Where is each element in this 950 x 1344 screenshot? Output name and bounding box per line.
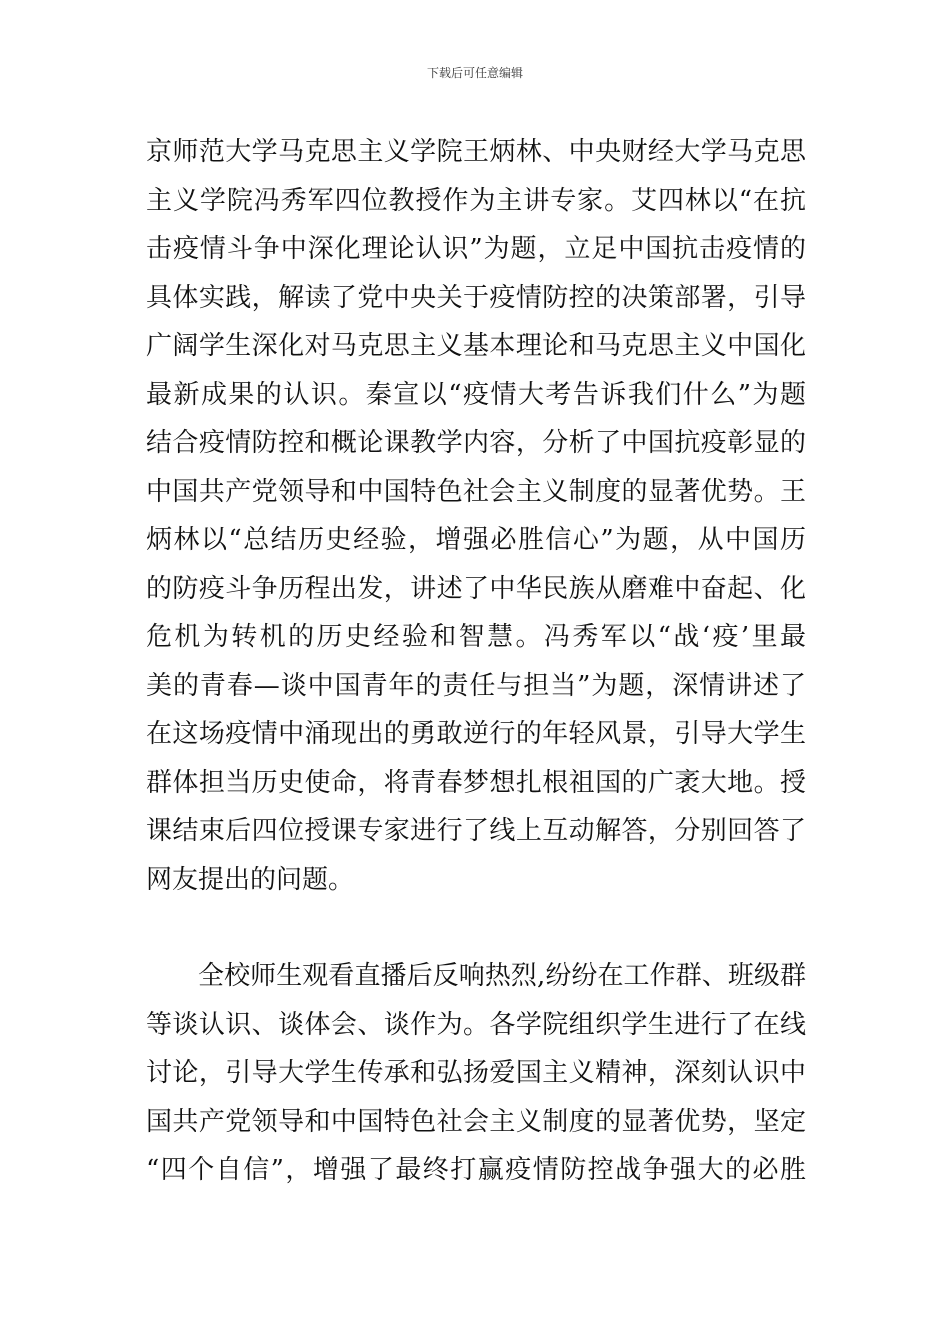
paragraph-2 (146, 952, 806, 1195)
paragraph-1 (146, 128, 806, 904)
paragraph-line: 中国共产党领导和中国特色社会主义制度的显著优势。王 (146, 476, 806, 507)
paragraph-line: 击疫情斗争中深化理论认识”为题，立足中国抗击疫情的 (146, 234, 806, 264)
paragraph-line: 美的青春—谈中国青年的责任与担当”为题，深情讲述了 (146, 670, 806, 701)
paragraph-line: 群体担当历史使命，将青春梦想扎根祖国的广袤大地。授 (146, 767, 806, 798)
paragraph-line: 主义学院冯秀军四位教授作为主讲专家。艾四林以“在抗 (146, 185, 806, 216)
paragraph-line: 讨论，引导大学生传承和弘扬爱国主义精神，深刻认识中 (146, 1058, 806, 1088)
paragraph-line: 全校师生观看直播后反响热烈,纷纷在工作群、班级群 (198, 961, 806, 991)
paragraph-line: 具体实践，解读了党中央关于疫情防控的决策部署，引导 (146, 282, 806, 313)
paragraph-line: 等谈认识、谈体会、谈作为。各学院组织学生进行了在线 (146, 1009, 806, 1040)
paragraph-line: 危机为转机的历史经验和智慧。冯秀军以“战‘疫’里最 (146, 622, 806, 652)
paragraph-line: 炳林以“总结历史经验，增强必胜信心”为题，从中国历 (146, 525, 806, 555)
paragraph-line: 网友提出的问题。 (146, 864, 355, 895)
paragraph-line: 最新成果的认识。秦宣以“疫情大考告诉我们什么”为题 (146, 379, 806, 410)
paragraph-line: 国共产党领导和中国特色社会主义制度的显著优势，坚定 (146, 1106, 806, 1137)
paragraph-line: 课结束后四位授课专家进行了线上互动解答，分别回答了 (146, 816, 806, 846)
paragraph-line: 京师范大学马克思主义学院王炳林、中央财经大学马克思 (146, 137, 806, 167)
paragraph-line: 在这场疫情中涌现出的勇敢逆行的年轻风景，引导大学生 (146, 719, 806, 749)
paragraph-line: 广阔学生深化对马克思主义基本理论和马克思主义中国化 (146, 331, 806, 361)
document-body (146, 128, 806, 1195)
paragraph-line: “四个自信”，增强了最终打赢疫情防控战争强大的必胜 (146, 1155, 806, 1185)
paragraph-spacer (146, 904, 806, 952)
paragraph-line: 的防疫斗争历程出发，讲述了中华民族从磨难中奋起、化 (146, 573, 806, 604)
paragraph-line: 结合疫情防控和概论课教学内容，分析了中国抗疫彰显的 (146, 428, 806, 458)
page-header: 下载后可任意编辑 (426, 66, 523, 80)
